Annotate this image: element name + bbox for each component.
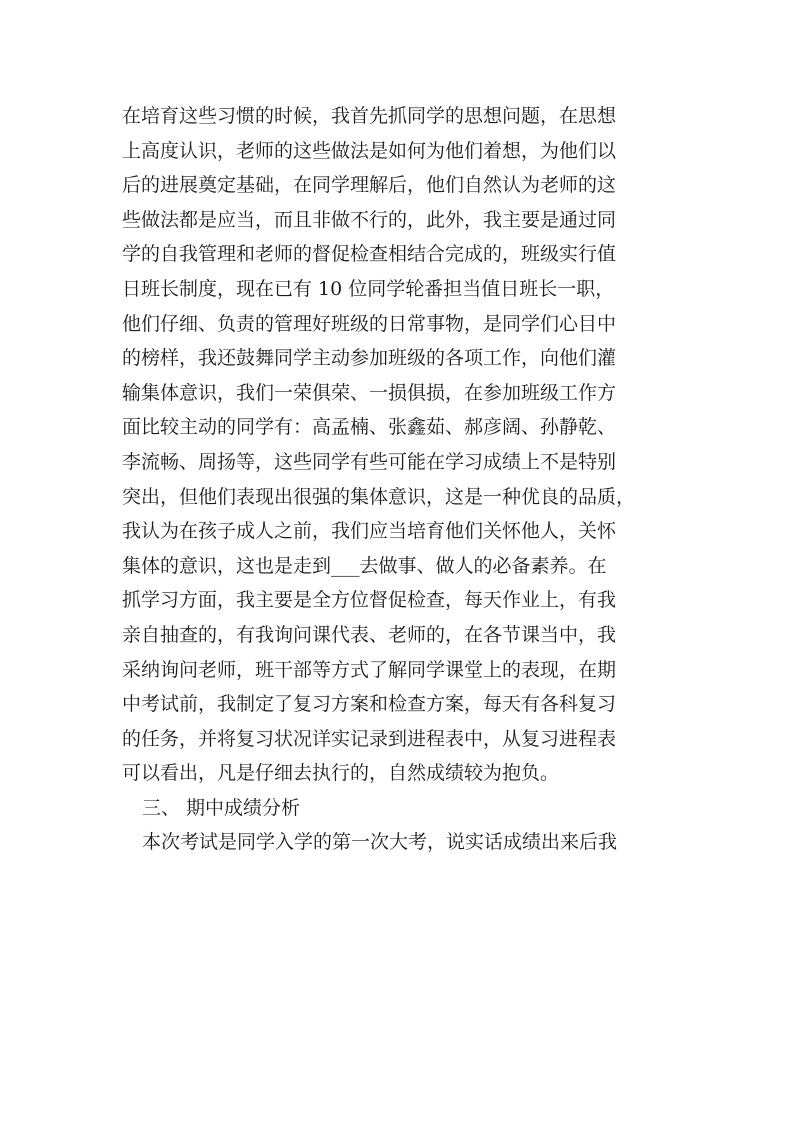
body-line-14: 集体的意识，这也是走到___去做事、做人的必备素养。在 — [122, 554, 607, 577]
body-line-9: 输集体意识，我们一荣俱荣、一损俱损，在参加班级工作方 — [122, 381, 617, 404]
body-line-3: 后的进展奠定基础，在同学理解后，他们自然认为老师的这 — [122, 174, 617, 197]
body-line-6: 日班长制度，现在已有 10 位同学轮番担当值日班长一职， — [122, 277, 615, 300]
body-line-1: 在培育这些习惯的时候，我首先抓同学的思想问题，在思想 — [122, 105, 617, 127]
body-line-11: 李流畅、周扬等，这些同学有些可能在学习成绩上不是特别 — [122, 450, 617, 473]
body-line-5: 学的自我管理和老师的督促检查相结合完成的，班级实行值 — [122, 243, 617, 266]
body-line-20: 可以看出，凡是仔细去执行的，自然成绩较为抱负。 — [122, 762, 560, 785]
body-line-19: 的任务，并将复习状况详实记录到进程表中，从复习进程表 — [122, 727, 617, 750]
body-line-12: 突出，但他们表现出很强的集体意识，这是一种优良的品质， — [122, 485, 636, 508]
section-heading: 三、 期中成绩分析 — [142, 796, 301, 819]
body-line-15: 抓学习方面，我主要是全方位督促检查，每天作业上，有我 — [122, 589, 617, 612]
body-line-17: 采纳询问老师，班干部等方式了解同学课堂上的表现，在期 — [122, 658, 617, 681]
body-line-10: 面比较主动的同学有：高孟楠、张鑫茹、郝彦阔、孙静乾、 — [122, 416, 617, 439]
body-line-2: 上高度认识，老师的这些做法是如何为他们着想，为他们以 — [122, 139, 617, 162]
document-body — [122, 99, 682, 860]
body-line-18: 中考试前，我制定了复习方案和检查方案，每天有各科复习 — [122, 693, 617, 716]
body-line-7: 他们仔细、负责的管理好班级的日常事物，是同学们心目中 — [122, 312, 617, 335]
body-line-4: 些做法都是应当，而且非做不行的，此外，我主要是通过同 — [122, 208, 617, 231]
body-line-13: 我认为在孩子成人之前，我们应当培育他们关怀他人，关怀 — [122, 520, 617, 543]
paragraph-start-line: 本次考试是同学入学的第一次大考，说实话成绩出来后我 — [142, 831, 618, 854]
body-line-8: 的榜样，我还鼓舞同学主动参加班级的各项工作，向他们灌 — [122, 347, 617, 370]
body-line-16: 亲自抽查的，有我询问课代表、老师的，在各节课当中，我 — [122, 623, 617, 646]
